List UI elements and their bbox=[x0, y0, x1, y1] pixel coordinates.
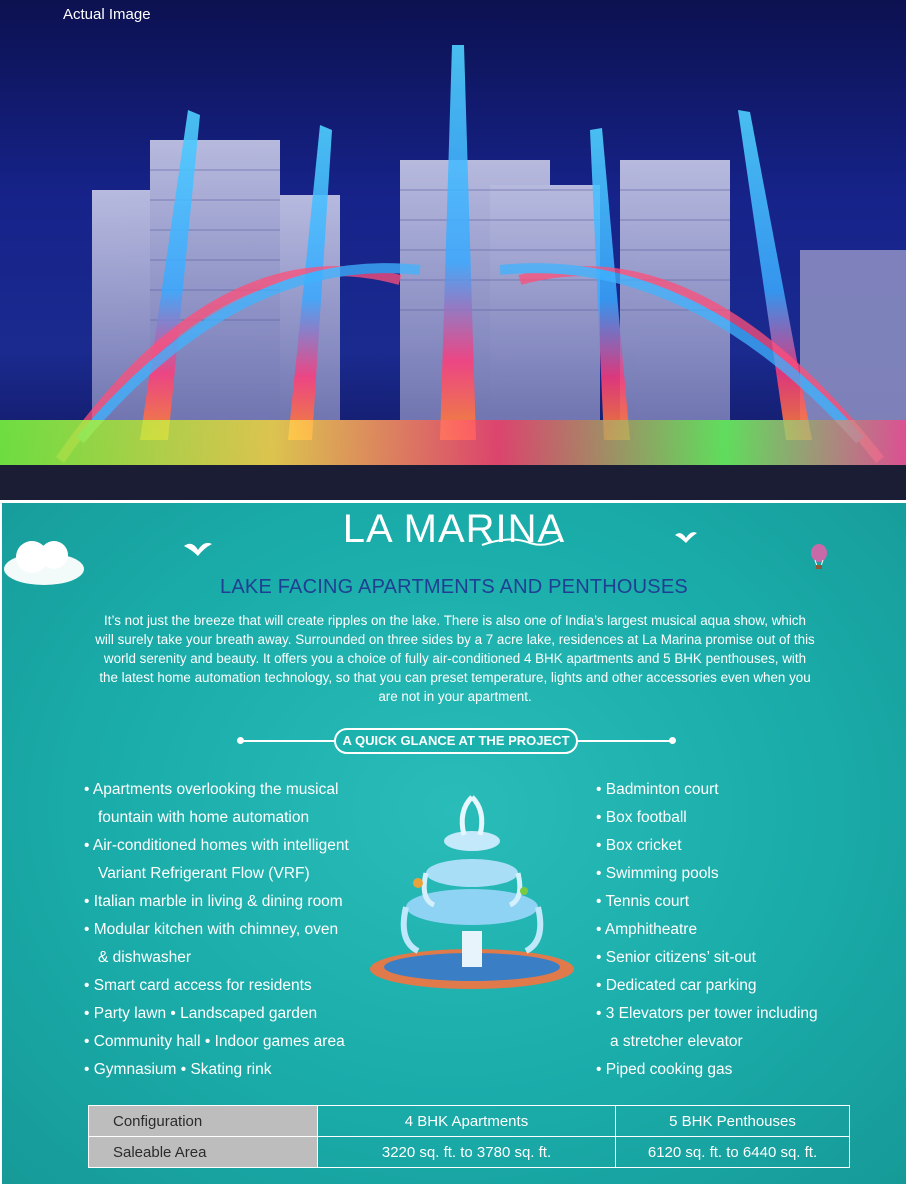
list-item: • Modular kitchen with chimney, oven bbox=[84, 921, 339, 938]
list-item: • Box cricket bbox=[596, 837, 682, 854]
list-item: • Swimming pools bbox=[596, 865, 719, 882]
feature-list-left bbox=[84, 776, 349, 1084]
project-logo: LA MARINA bbox=[342, 507, 566, 551]
photo-caption: Actual Image bbox=[63, 6, 151, 23]
intro-paragraph: It’s not just the breeze that will create ripples on the lake. There is also one of India’s largest musical aqua show, which will surely take your breath away. Surrounded on three sides by a 7 acre lake, residences at La Marina promise out of this world serenity and beauty. It offers you a choice of fully air-conditioned 4 BHK apartments and 5 BHK penthouses, with the latest home automation technology, so that you can preset temperature, lights and other accessories even when you are not in your apartment. bbox=[95, 613, 815, 704]
table-cell: 6120 sq. ft. to 6440 sq. ft. bbox=[616, 1137, 850, 1168]
list-item: • Badminton court bbox=[596, 781, 719, 798]
list-item: • Air-conditioned homes with intelligent bbox=[84, 837, 349, 854]
brochure-panel bbox=[2, 503, 906, 1184]
table-row bbox=[89, 1137, 850, 1168]
fountain-icon bbox=[368, 791, 578, 991]
divider-dot bbox=[237, 737, 244, 744]
table-cell: Saleable Area bbox=[89, 1137, 318, 1168]
list-item: fountain with home automation bbox=[98, 809, 310, 826]
list-item: & dishwasher bbox=[98, 949, 192, 966]
list-item: • Community hall • Indoor games area bbox=[84, 1033, 345, 1050]
list-item: • Gymnasium • Skating rink bbox=[84, 1061, 272, 1078]
table-cell: Configuration bbox=[89, 1106, 318, 1137]
table-cell: 3220 sq. ft. to 3780 sq. ft. bbox=[318, 1137, 616, 1168]
list-item: • Apartments overlooking the musical bbox=[84, 781, 339, 798]
feature-list-right bbox=[596, 776, 818, 1084]
list-item: • Box football bbox=[596, 809, 687, 826]
list-item: • Tennis court bbox=[596, 893, 690, 910]
list-item: • 3 Elevators per tower including bbox=[596, 1005, 818, 1022]
table-cell: 5 BHK Penthouses bbox=[616, 1106, 850, 1137]
headline: LAKE FACING APARTMENTS AND PENTHOUSES bbox=[220, 576, 688, 598]
list-item: • Party lawn • Landscaped garden bbox=[84, 1005, 318, 1022]
fountain-show-illustration bbox=[0, 0, 906, 500]
hero-photo bbox=[0, 0, 906, 500]
spec-table bbox=[88, 1105, 850, 1168]
list-item: • Senior citizens’ sit-out bbox=[596, 949, 756, 966]
section-title: A QUICK GLANCE AT THE PROJECT bbox=[334, 728, 578, 754]
list-item: a stretcher elevator bbox=[610, 1033, 743, 1050]
list-item: • Piped cooking gas bbox=[596, 1061, 733, 1078]
list-item: • Dedicated car parking bbox=[596, 977, 757, 994]
list-item: • Amphitheatre bbox=[596, 921, 698, 938]
table-cell: 4 BHK Apartments bbox=[318, 1106, 616, 1137]
logo-wave-icon bbox=[480, 533, 562, 551]
table-row bbox=[89, 1106, 850, 1137]
divider-dot bbox=[669, 737, 676, 744]
list-item: Variant Refrigerant Flow (VRF) bbox=[98, 865, 310, 882]
list-item: • Smart card access for residents bbox=[84, 977, 312, 994]
list-item: • Italian marble in living & dining room bbox=[84, 893, 343, 910]
